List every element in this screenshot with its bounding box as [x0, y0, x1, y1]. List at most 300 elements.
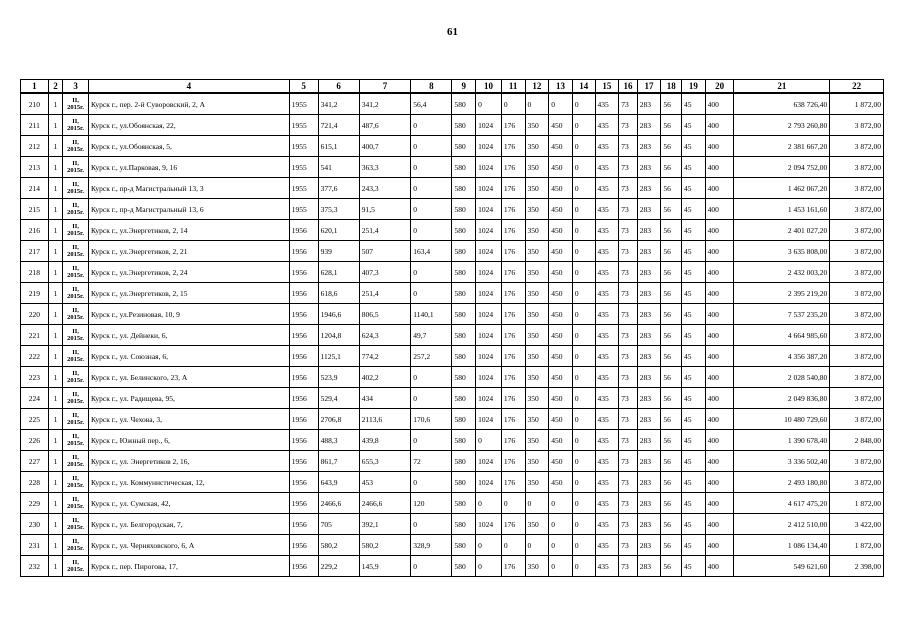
cell-col-7: 341,2 [359, 93, 410, 115]
cell-col-7: 400,7 [359, 136, 410, 157]
cell-col-8: 1140,1 [411, 304, 452, 325]
cell-row-number: 232 [21, 556, 49, 577]
column-header-21: 21 [734, 80, 830, 94]
cell-col-10: 1024 [476, 283, 502, 304]
cell-col-11: 176 [501, 136, 525, 157]
cell-address: Курск г., ул.Резиновая, 10, 9 [88, 304, 289, 325]
cell-col-6: 643,9 [318, 472, 359, 493]
cell-col-14: 0 [572, 241, 595, 262]
period-quarter: II, [72, 139, 79, 146]
period-year: 2015г. [67, 251, 84, 258]
cell-col-7: 507 [359, 241, 410, 262]
cell-col-15: 435 [595, 430, 619, 451]
table-row [21, 493, 884, 514]
cell-col-9: 580 [452, 199, 476, 220]
period-year: 2015г. [67, 356, 84, 363]
cell-col-7: 363,3 [359, 157, 410, 178]
cell-col-13: 0 [549, 556, 573, 577]
cell-col-14: 0 [572, 346, 595, 367]
cell-period [63, 199, 89, 220]
cell-col-5: 1956 [289, 556, 318, 577]
cell-col-8: 0 [411, 430, 452, 451]
period-year: 2015г. [67, 398, 84, 405]
cell-col-2: 1 [48, 535, 62, 556]
cell-col-2: 1 [48, 325, 62, 346]
cell-col-18: 56 [661, 493, 682, 514]
cell-col-6: 861,7 [318, 451, 359, 472]
column-header-1: 1 [21, 80, 49, 94]
cell-address: Курск г., Южный пер., 6, [88, 430, 289, 451]
cell-col-5: 1956 [289, 367, 318, 388]
cell-col-19: 45 [681, 199, 705, 220]
cell-col-16: 73 [619, 430, 638, 451]
cell-col-10: 1024 [476, 178, 502, 199]
cell-col-12: 350 [525, 262, 549, 283]
cell-col-22: 3 872,00 [830, 304, 884, 325]
cell-col-17: 283 [637, 220, 661, 241]
cell-col-22: 3 872,00 [830, 241, 884, 262]
cell-col-2: 1 [48, 472, 62, 493]
cell-col-15: 435 [595, 493, 619, 514]
period-year: 2015г. [67, 545, 84, 552]
cell-col-13: 450 [549, 472, 573, 493]
cell-col-21: 10 480 729,60 [734, 409, 830, 430]
cell-period [63, 493, 89, 514]
cell-col-13: 450 [549, 430, 573, 451]
cell-col-2: 1 [48, 93, 62, 115]
column-header-9: 9 [452, 80, 476, 94]
cell-address: Курск г., ул. Энергетиков 2, 16, [88, 451, 289, 472]
cell-col-14: 0 [572, 430, 595, 451]
cell-row-number: 211 [21, 115, 49, 136]
cell-col-9: 580 [452, 325, 476, 346]
cell-col-15: 435 [595, 451, 619, 472]
cell-col-22: 3 872,00 [830, 283, 884, 304]
cell-col-12: 0 [525, 535, 549, 556]
period-quarter: II, [72, 349, 79, 356]
cell-row-number: 226 [21, 430, 49, 451]
period-quarter: II, [72, 160, 79, 167]
cell-col-20: 400 [705, 199, 734, 220]
cell-col-20: 400 [705, 472, 734, 493]
cell-col-7: 655,3 [359, 451, 410, 472]
cell-col-9: 580 [452, 93, 476, 115]
cell-col-6: 721,4 [318, 115, 359, 136]
cell-col-2: 1 [48, 199, 62, 220]
cell-col-22: 2 398,00 [830, 556, 884, 577]
cell-col-18: 56 [661, 178, 682, 199]
table-row [21, 472, 884, 493]
cell-col-19: 45 [681, 136, 705, 157]
cell-col-8: 0 [411, 472, 452, 493]
cell-col-7: 774,2 [359, 346, 410, 367]
cell-col-21: 3 635 808,00 [734, 241, 830, 262]
cell-col-8: 0 [411, 220, 452, 241]
cell-col-12: 350 [525, 178, 549, 199]
cell-period [63, 304, 89, 325]
cell-col-12: 350 [525, 136, 549, 157]
cell-col-18: 56 [661, 346, 682, 367]
cell-col-17: 283 [637, 451, 661, 472]
cell-col-18: 56 [661, 136, 682, 157]
period-year: 2015г. [67, 503, 84, 510]
cell-col-11: 176 [501, 325, 525, 346]
cell-col-7: 407,3 [359, 262, 410, 283]
cell-col-5: 1956 [289, 220, 318, 241]
cell-col-13: 0 [549, 93, 573, 115]
cell-period [63, 409, 89, 430]
cell-col-10: 0 [476, 493, 502, 514]
cell-col-13: 450 [549, 409, 573, 430]
cell-period [63, 241, 89, 262]
cell-col-8: 0 [411, 556, 452, 577]
cell-col-6: 488,3 [318, 430, 359, 451]
cell-col-20: 400 [705, 115, 734, 136]
cell-period [63, 388, 89, 409]
cell-col-18: 56 [661, 388, 682, 409]
cell-col-20: 400 [705, 514, 734, 535]
cell-col-12: 350 [525, 556, 549, 577]
cell-address: Курск г., ул.Энергетиков, 2, 21 [88, 241, 289, 262]
cell-col-21: 2 028 540,80 [734, 367, 830, 388]
table-row [21, 409, 884, 430]
cell-col-18: 56 [661, 241, 682, 262]
cell-address: Курск г., ул. Белинского, 23, А [88, 367, 289, 388]
cell-col-21: 1 453 161,60 [734, 199, 830, 220]
table-body [21, 93, 884, 577]
cell-col-2: 1 [48, 283, 62, 304]
period-quarter: II, [72, 433, 79, 440]
cell-col-14: 0 [572, 304, 595, 325]
cell-col-18: 56 [661, 409, 682, 430]
cell-col-13: 450 [549, 325, 573, 346]
cell-col-15: 435 [595, 367, 619, 388]
cell-col-21: 3 336 502,40 [734, 451, 830, 472]
cell-col-10: 1024 [476, 199, 502, 220]
period-year: 2015г. [67, 440, 84, 447]
cell-col-11: 176 [501, 472, 525, 493]
cell-col-16: 73 [619, 409, 638, 430]
cell-col-6: 939 [318, 241, 359, 262]
cell-row-number: 213 [21, 157, 49, 178]
cell-col-8: 257,2 [411, 346, 452, 367]
period-year: 2015г. [67, 461, 84, 468]
cell-col-17: 283 [637, 93, 661, 115]
cell-row-number: 210 [21, 93, 49, 115]
cell-col-13: 450 [549, 388, 573, 409]
cell-period [63, 346, 89, 367]
cell-col-9: 580 [452, 388, 476, 409]
cell-row-number: 220 [21, 304, 49, 325]
cell-col-17: 283 [637, 556, 661, 577]
cell-col-21: 2 401 027,20 [734, 220, 830, 241]
cell-col-10: 1024 [476, 220, 502, 241]
cell-col-14: 0 [572, 388, 595, 409]
cell-col-5: 1956 [289, 514, 318, 535]
cell-col-11: 0 [501, 493, 525, 514]
cell-col-16: 73 [619, 514, 638, 535]
cell-col-17: 283 [637, 115, 661, 136]
cell-col-6: 705 [318, 514, 359, 535]
cell-col-17: 283 [637, 178, 661, 199]
cell-col-12: 350 [525, 241, 549, 262]
cell-address: Курск г., ул. Радищева, 95, [88, 388, 289, 409]
cell-col-12: 350 [525, 472, 549, 493]
cell-col-13: 450 [549, 199, 573, 220]
cell-col-18: 56 [661, 115, 682, 136]
cell-address: Курск г., ул. Коммунистическая, 12, [88, 472, 289, 493]
cell-col-16: 73 [619, 157, 638, 178]
cell-col-12: 350 [525, 409, 549, 430]
cell-col-8: 0 [411, 367, 452, 388]
column-header-13: 13 [549, 80, 573, 94]
cell-col-10: 1024 [476, 472, 502, 493]
cell-col-17: 283 [637, 325, 661, 346]
cell-col-20: 400 [705, 262, 734, 283]
cell-col-14: 0 [572, 199, 595, 220]
cell-col-22: 2 848,00 [830, 430, 884, 451]
cell-col-16: 73 [619, 199, 638, 220]
cell-col-13: 0 [549, 535, 573, 556]
cell-col-5: 1956 [289, 451, 318, 472]
cell-col-7: 487,6 [359, 115, 410, 136]
cell-col-6: 1125,1 [318, 346, 359, 367]
cell-col-2: 1 [48, 220, 62, 241]
cell-col-11: 176 [501, 451, 525, 472]
cell-col-13: 450 [549, 178, 573, 199]
cell-col-12: 350 [525, 346, 549, 367]
cell-col-5: 1956 [289, 388, 318, 409]
cell-col-20: 400 [705, 430, 734, 451]
cell-col-17: 283 [637, 241, 661, 262]
cell-col-5: 1955 [289, 178, 318, 199]
cell-col-13: 450 [549, 283, 573, 304]
column-header-18: 18 [661, 80, 682, 94]
cell-col-20: 400 [705, 409, 734, 430]
cell-col-12: 350 [525, 514, 549, 535]
cell-col-6: 620,1 [318, 220, 359, 241]
cell-col-10: 0 [476, 430, 502, 451]
cell-col-22: 3 872,00 [830, 262, 884, 283]
table-row [21, 325, 884, 346]
period-quarter: II, [72, 391, 79, 398]
cell-col-9: 580 [452, 535, 476, 556]
cell-col-21: 4 664 985,60 [734, 325, 830, 346]
cell-period [63, 283, 89, 304]
cell-col-21: 2 049 836,80 [734, 388, 830, 409]
cell-col-17: 283 [637, 346, 661, 367]
cell-col-2: 1 [48, 367, 62, 388]
cell-col-9: 580 [452, 283, 476, 304]
cell-col-14: 0 [572, 220, 595, 241]
cell-period [63, 325, 89, 346]
housing-register-table [20, 79, 884, 577]
cell-row-number: 231 [21, 535, 49, 556]
cell-col-6: 523,9 [318, 367, 359, 388]
table-row [21, 178, 884, 199]
cell-col-14: 0 [572, 283, 595, 304]
cell-col-19: 45 [681, 535, 705, 556]
cell-col-15: 435 [595, 241, 619, 262]
cell-address: Курск г., ул. Белгородская, 7, [88, 514, 289, 535]
cell-col-8: 0 [411, 157, 452, 178]
cell-col-6: 618,6 [318, 283, 359, 304]
cell-col-17: 283 [637, 388, 661, 409]
cell-col-15: 435 [595, 514, 619, 535]
cell-col-22: 3 422,00 [830, 514, 884, 535]
cell-col-11: 176 [501, 367, 525, 388]
period-quarter: II, [72, 265, 79, 272]
cell-col-2: 1 [48, 178, 62, 199]
column-header-4: 4 [88, 80, 289, 94]
cell-col-21: 2 094 752,00 [734, 157, 830, 178]
cell-col-7: 439,8 [359, 430, 410, 451]
cell-period [63, 157, 89, 178]
cell-col-13: 450 [549, 262, 573, 283]
cell-address: Курск г., ул.Парковая, 9, 16 [88, 157, 289, 178]
cell-col-21: 4 356 387,20 [734, 346, 830, 367]
cell-col-12: 350 [525, 199, 549, 220]
cell-col-6: 580,2 [318, 535, 359, 556]
cell-col-16: 73 [619, 220, 638, 241]
cell-col-7: 243,3 [359, 178, 410, 199]
cell-col-13: 450 [549, 346, 573, 367]
table-row [21, 556, 884, 577]
cell-col-9: 580 [452, 262, 476, 283]
cell-col-8: 0 [411, 199, 452, 220]
cell-row-number: 229 [21, 493, 49, 514]
cell-col-7: 624,3 [359, 325, 410, 346]
period-quarter: II, [72, 496, 79, 503]
cell-col-9: 580 [452, 451, 476, 472]
cell-col-12: 350 [525, 283, 549, 304]
cell-col-17: 283 [637, 136, 661, 157]
cell-col-9: 580 [452, 556, 476, 577]
column-header-3: 3 [63, 80, 89, 94]
cell-col-9: 580 [452, 514, 476, 535]
period-quarter: II, [72, 412, 79, 419]
cell-col-5: 1956 [289, 325, 318, 346]
cell-address: Курск г., пр-д Магистральный 13, 3 [88, 178, 289, 199]
cell-row-number: 230 [21, 514, 49, 535]
cell-col-7: 434 [359, 388, 410, 409]
cell-col-12: 350 [525, 304, 549, 325]
cell-col-16: 73 [619, 535, 638, 556]
table-row [21, 514, 884, 535]
cell-col-7: 251,4 [359, 283, 410, 304]
cell-col-21: 1 390 678,40 [734, 430, 830, 451]
cell-col-18: 56 [661, 325, 682, 346]
cell-col-19: 45 [681, 388, 705, 409]
cell-col-6: 375,3 [318, 199, 359, 220]
cell-col-18: 56 [661, 367, 682, 388]
cell-col-5: 1956 [289, 493, 318, 514]
cell-col-19: 45 [681, 178, 705, 199]
cell-col-12: 350 [525, 367, 549, 388]
cell-col-6: 341,2 [318, 93, 359, 115]
cell-col-14: 0 [572, 409, 595, 430]
cell-col-12: 0 [525, 93, 549, 115]
cell-col-19: 45 [681, 514, 705, 535]
cell-col-18: 56 [661, 157, 682, 178]
column-header-14: 14 [572, 80, 595, 94]
cell-row-number: 228 [21, 472, 49, 493]
cell-col-10: 1024 [476, 304, 502, 325]
cell-col-11: 176 [501, 430, 525, 451]
cell-col-21: 2 493 180,80 [734, 472, 830, 493]
cell-col-18: 56 [661, 472, 682, 493]
cell-col-7: 806,5 [359, 304, 410, 325]
cell-col-18: 56 [661, 556, 682, 577]
cell-row-number: 225 [21, 409, 49, 430]
cell-col-8: 170,6 [411, 409, 452, 430]
cell-col-15: 435 [595, 136, 619, 157]
cell-col-11: 0 [501, 535, 525, 556]
cell-period [63, 93, 89, 115]
cell-col-14: 0 [572, 451, 595, 472]
period-year: 2015г. [67, 230, 84, 237]
cell-col-2: 1 [48, 346, 62, 367]
period-quarter: II, [72, 223, 79, 230]
cell-address: Курск г., пр-д Магистральный 13, 6 [88, 199, 289, 220]
page-number: 61 [447, 26, 458, 38]
column-header-17: 17 [637, 80, 661, 94]
cell-col-22: 3 872,00 [830, 367, 884, 388]
cell-col-11: 176 [501, 514, 525, 535]
cell-col-15: 435 [595, 262, 619, 283]
cell-col-19: 45 [681, 346, 705, 367]
cell-row-number: 223 [21, 367, 49, 388]
period-year: 2015г. [67, 314, 84, 321]
table-row [21, 199, 884, 220]
cell-col-11: 176 [501, 346, 525, 367]
cell-col-11: 0 [501, 93, 525, 115]
cell-col-16: 73 [619, 283, 638, 304]
cell-col-10: 0 [476, 535, 502, 556]
period-quarter: II, [72, 517, 79, 524]
cell-col-8: 0 [411, 115, 452, 136]
cell-col-22: 3 872,00 [830, 325, 884, 346]
cell-col-13: 450 [549, 136, 573, 157]
cell-col-16: 73 [619, 346, 638, 367]
cell-col-5: 1956 [289, 262, 318, 283]
cell-col-19: 45 [681, 556, 705, 577]
cell-col-15: 435 [595, 325, 619, 346]
cell-col-15: 435 [595, 409, 619, 430]
cell-col-7: 2113,6 [359, 409, 410, 430]
cell-col-22: 3 872,00 [830, 178, 884, 199]
cell-address: Курск г., пер. 2-й Суворовский, 2, А [88, 93, 289, 115]
cell-col-13: 0 [549, 514, 573, 535]
cell-col-12: 350 [525, 115, 549, 136]
cell-col-19: 45 [681, 472, 705, 493]
cell-col-22: 3 872,00 [830, 451, 884, 472]
cell-col-19: 45 [681, 157, 705, 178]
cell-col-2: 1 [48, 451, 62, 472]
cell-col-19: 45 [681, 325, 705, 346]
cell-col-17: 283 [637, 367, 661, 388]
cell-col-6: 2466,6 [318, 493, 359, 514]
cell-col-15: 435 [595, 157, 619, 178]
period-quarter: II, [72, 97, 79, 104]
period-year: 2015г. [67, 209, 84, 216]
column-header-19: 19 [681, 80, 705, 94]
cell-col-2: 1 [48, 493, 62, 514]
cell-address: Курск г., ул.Энергетиков, 2, 15 [88, 283, 289, 304]
cell-col-11: 176 [501, 178, 525, 199]
cell-col-21: 7 537 235,20 [734, 304, 830, 325]
cell-period [63, 535, 89, 556]
